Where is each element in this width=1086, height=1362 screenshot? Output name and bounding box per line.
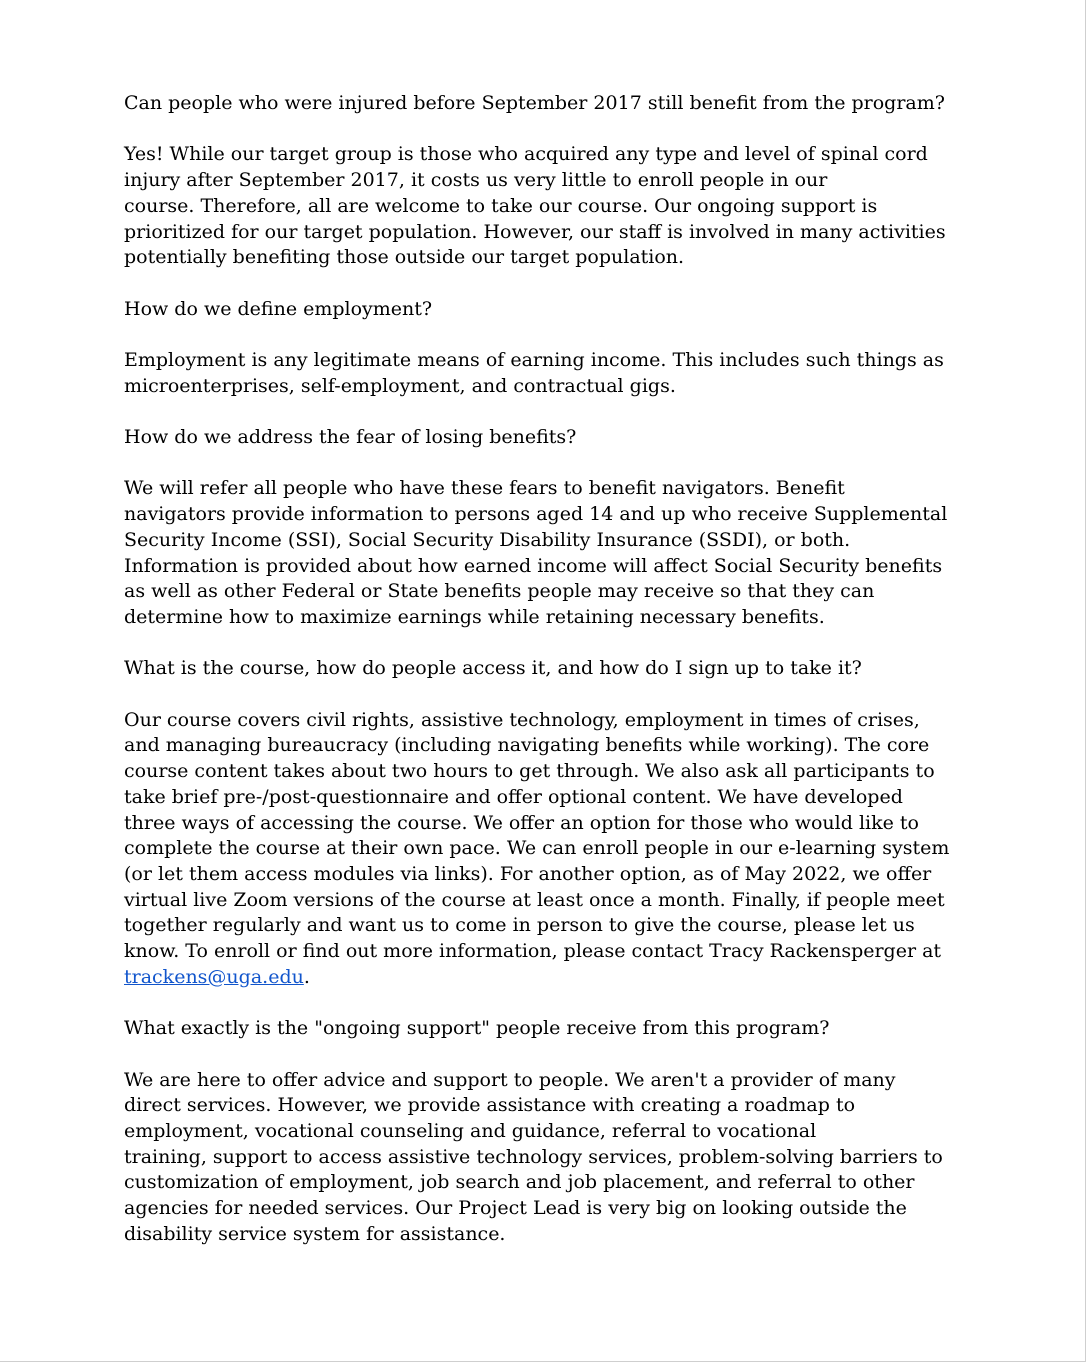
faq-answer: We will refer all people who have these fears to benefit navigators. Benefit navigators provide information to persons aged 14 and up who receive Supplemental Security Income (SSI), Social Security Disability Insurance (SSDI), or both. Information is provided about how earned income will affect Social Security benefits as well as other Federal or State benefits people may receive so that they can determine how to maximize earnings while retaining necessary benefits.: [124, 477, 948, 628]
faq-question: Can people who were injured before September 2017 still benefit from the program?: [124, 92, 945, 114]
document-body: [124, 91, 954, 1273]
faq-question: How do we define employment?: [124, 297, 433, 320]
faq-answer-end: .: [303, 965, 310, 988]
faq-answer: Employment is any legitimate means of earning income. This includes such things as microenterprises, self-employment, and contractual gigs.: [124, 348, 944, 397]
faq-answer-text: Our course covers civil rights, assistive technology, employment in times of crises, and managing bureaucracy (including navigating benefits while working). The core course content takes about two hours to get through. We also ask all participants to take brief pre-/post-questionnaire and offer optional content. We have developed three ways of accessing the course. We offer an option for those who would like to complete the course at their own pace. We can enroll people in our e-learning system (or let them access modules via links). For another option, as of May 2022, we offer virtual live Zoom versions of the course at least once a month. Finally, if people meet together regularly and want us to come in person to give the course, please let us know. To enroll or find out more information, please contact Tracy Rackensperger at: [124, 708, 950, 963]
faq-answer: We are here to offer advice and support to people. We aren't a provider of many direct services. However, we provide assistance with creating a roadmap to employment, vocational counseling and guidance, referral to vocational training, support to access assistive technology services, problem-solving barriers to customization of employment, job search and job placement, and referral to other agencies for needed services. Our Project Lead is very big on looking outside the disability service system for assistance.: [124, 1068, 943, 1245]
contact-email-link[interactable]: trackens@uga.edu: [124, 965, 304, 988]
faq-answer-with-contact: [124, 708, 954, 991]
faq-answer: Yes! While our target group is those who acquired any type and level of spinal cord injury after September 2017, it costs us very little to enroll people in our course. Therefore, all are welcome to take our course. Our ongoing support is prioritized for our target population. However, our staff is involved in many activities potentially benefiting those outside our target population.: [124, 143, 946, 269]
faq-question: What is the course, how do people access it, and how do I sign up to take it?: [124, 657, 862, 680]
faq-question: How do we address the fear of losing benefits?: [124, 426, 577, 449]
faq-question: What exactly is the "ongoing support" people receive from this program?: [124, 1017, 830, 1040]
